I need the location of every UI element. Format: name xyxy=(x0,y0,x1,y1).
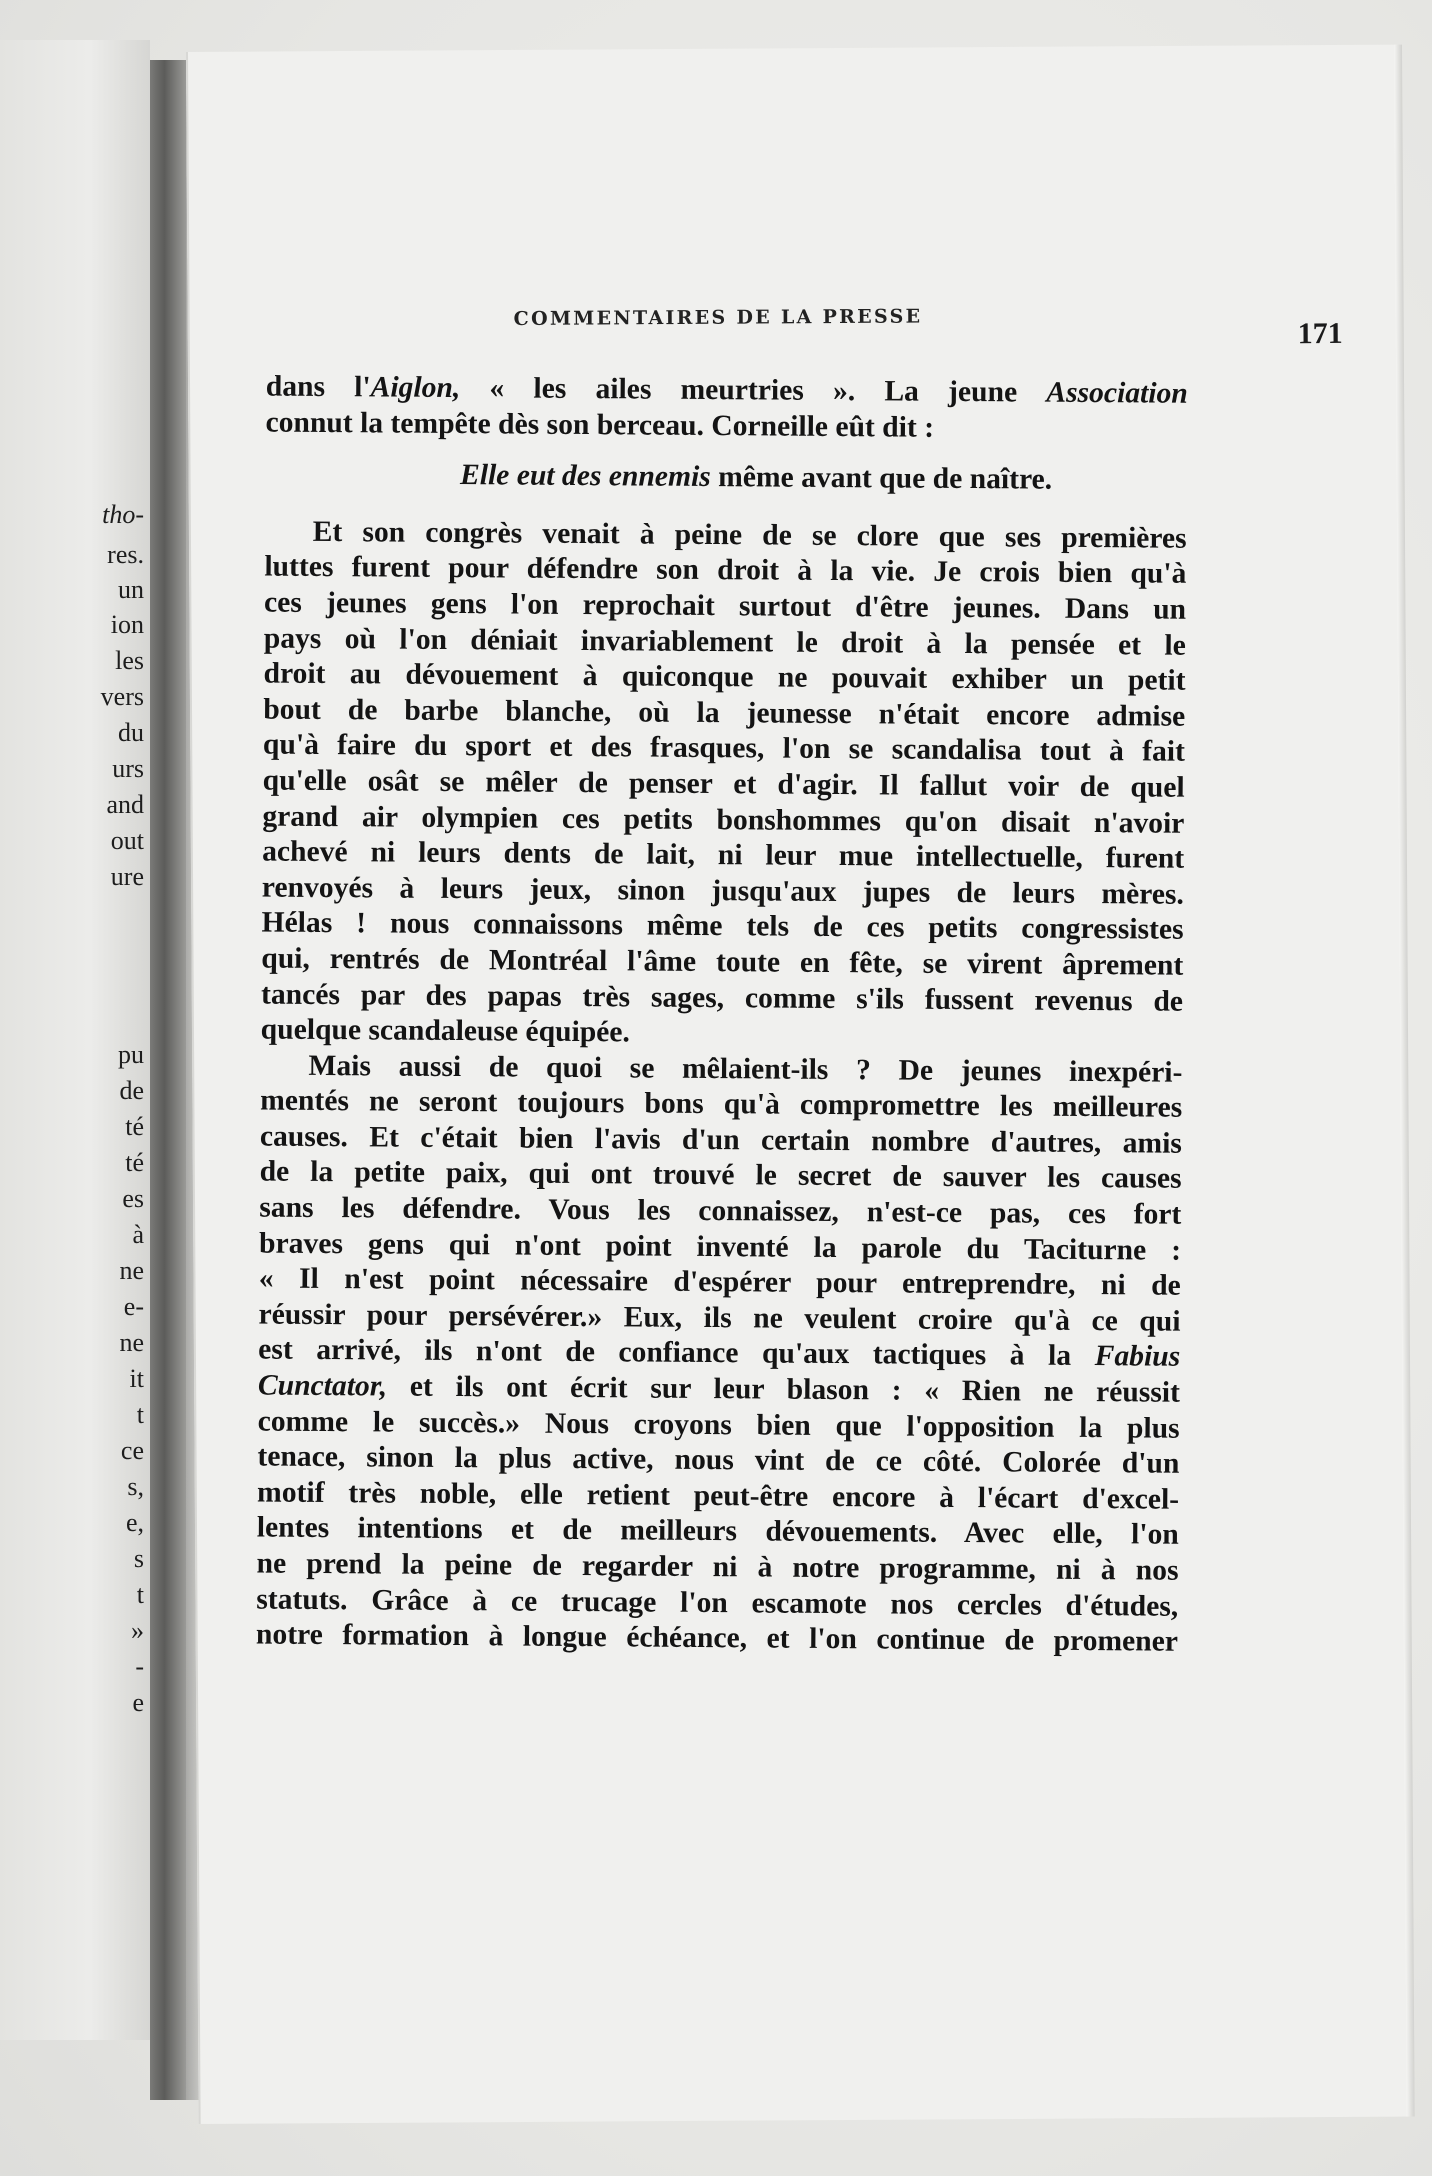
text-line: achevé ni leurs dents de lait, ni leur mue intellectuelle, furent xyxy=(262,835,1185,875)
left-fragment: s xyxy=(133,1544,144,1573)
text-line: mentés ne seront toujours bons qu'à compromettre les meilleures xyxy=(260,1084,1183,1125)
text-line: qui, rentrés de Montréal l'âme toute en fête, se virent âprement xyxy=(261,942,1184,982)
left-fragment: té xyxy=(125,1112,144,1141)
text-line: motif très noble, elle retient peut-être encore à l'écart d'excel- xyxy=(256,1476,1180,1516)
left-fragment: ure xyxy=(110,862,144,891)
text-line: qu'elle osât se mêler de penser et d'agir. Il fallut voir de quel xyxy=(262,764,1185,804)
text-line: tancés par des papas très sages, comme s'ils fussent revenus de xyxy=(260,977,1184,1018)
text-line: de la petite paix, qui ont trouvé le secret de sauver les causes xyxy=(259,1155,1182,1196)
left-fragment: té xyxy=(125,1148,144,1177)
italic-run: Elle eut des ennemis xyxy=(459,459,711,494)
left-fragment: res. xyxy=(107,540,144,569)
text-line: quelque scandaleuse équipée. xyxy=(260,1013,631,1049)
text-line: droit au dévouement à quiconque ne pouvait exhiber un petit xyxy=(263,657,1186,697)
left-fragment: e, xyxy=(125,1508,144,1537)
left-fragment: ce xyxy=(120,1436,144,1465)
left-fragment: de xyxy=(119,1076,144,1105)
left-fragment: t xyxy=(136,1400,144,1429)
text-line: renvoyés à leurs jeux, sinon jusqu'aux jupes de leurs mères. xyxy=(261,871,1184,911)
text-run: et ils ont écrit sur leur blason : « Rien ne réussit xyxy=(386,1370,1181,1409)
italic-run: Association xyxy=(1046,376,1188,410)
left-fragment: it xyxy=(129,1364,144,1393)
text-line: réussir pour persévérer.» Eux, ils ne veulent croire qu'à ce qui xyxy=(258,1298,1181,1338)
text-line: grand air olympien ces petits bonshommes qu'on disait n'avoir xyxy=(262,800,1185,840)
text-line: ne prend la peine de regarder ni à notre programme, ni à nos xyxy=(256,1547,1179,1587)
text-line: qu'à faire du sport et des frasques, l'on se scandalisa tout à fait xyxy=(262,728,1186,769)
text-line: « Il n'est point nécessaire d'espérer pour entreprendre, ni de xyxy=(258,1262,1181,1302)
book-gutter xyxy=(150,60,186,2100)
text-run: dans l' xyxy=(265,370,371,404)
left-fragment: e- xyxy=(123,1292,144,1321)
text-line: Mais aussi de quoi se mêlaient-ils ? De jeunes inexpéri- xyxy=(308,1049,1183,1089)
text-line: pays où l'on déniait invariablement le droit à la pensée et le xyxy=(263,622,1186,662)
italic-run: Cunctator, xyxy=(257,1369,388,1403)
left-fragment: es xyxy=(122,1184,144,1213)
text-run: « les ailes meurtries ». La jeune xyxy=(460,372,1047,409)
text-line: causes. Et c'était bien l'avis d'un certain nombre d'autres, amis xyxy=(259,1120,1183,1160)
text-line: Hélas ! nous connaissons même tels de ces petits congressistes xyxy=(261,906,1184,947)
text-line: Et son congrès venait à peine de se clore que ses premières xyxy=(312,515,1187,555)
left-fragment: à xyxy=(132,1220,144,1249)
left-fragment: » xyxy=(131,1616,144,1645)
left-fragment: and xyxy=(106,790,144,819)
left-fragment: out xyxy=(110,826,144,855)
left-fragment: ne xyxy=(119,1256,144,1285)
left-fragment: e xyxy=(132,1688,144,1717)
body-text xyxy=(256,370,1188,1661)
right-page xyxy=(186,45,1411,2124)
running-head: COMMENTAIRES DE LA PRESSE xyxy=(513,305,923,331)
text-line: connut la tempête dès son berceau. Corneille eût dit : xyxy=(265,406,935,444)
page-number: 171 xyxy=(1297,316,1343,351)
left-fragment: pu xyxy=(118,1040,144,1069)
text-line: notre formation à longue échéance, et l'on continue de promener xyxy=(255,1618,1179,1658)
text-line: statuts. Grâce à ce trucage l'on escamote nos cercles d'études, xyxy=(256,1583,1179,1623)
left-fragment: t xyxy=(136,1580,144,1609)
text-line: comme le succès.» Nous croyons bien que l'opposition la plus xyxy=(257,1405,1180,1445)
text-run: est arrivé, ils n'ont de confiance qu'aux tactiques à la xyxy=(258,1333,1095,1373)
left-fragment: tho- xyxy=(102,500,144,529)
text-line: lentes intentions et de meilleurs dévouements. Avec elle, l'on xyxy=(256,1511,1179,1552)
left-fragment: ion xyxy=(110,610,144,639)
left-fragment: les xyxy=(115,646,144,675)
left-fragment: urs xyxy=(112,754,144,783)
text-run: même avant que de naître. xyxy=(710,461,1053,496)
left-fragment: un xyxy=(118,575,144,604)
text-line: braves gens qui n'ont point inventé la parole du Taciturne : xyxy=(258,1227,1182,1267)
left-fragment: - xyxy=(135,1652,144,1681)
text-line: ces jeunes gens l'on reprochait surtout d'être jeunes. Dans un xyxy=(263,586,1187,626)
text-line: tenace, sinon la plus active, nous vint de ce côté. Colorée d'un xyxy=(257,1440,1180,1480)
left-page-fragment xyxy=(0,40,150,2040)
text-line: sans les défendre. Vous les connaissez, n'est-ce pas, ces fort xyxy=(259,1191,1182,1231)
text-line: luttes furent pour défendre son droit à la vie. Je crois bien qu'à xyxy=(264,550,1187,591)
left-fragment: ne xyxy=(119,1328,144,1357)
italic-run: Aiglon, xyxy=(370,371,461,405)
verse-quote xyxy=(265,441,1188,522)
italic-run: Fabius xyxy=(1094,1340,1181,1374)
left-fragment: vers xyxy=(100,682,144,711)
text-line: bout de barbe blanche, où la jeunesse n'était encore admise xyxy=(263,693,1186,733)
left-fragment: du xyxy=(118,718,144,747)
left-fragment: s, xyxy=(127,1472,144,1501)
